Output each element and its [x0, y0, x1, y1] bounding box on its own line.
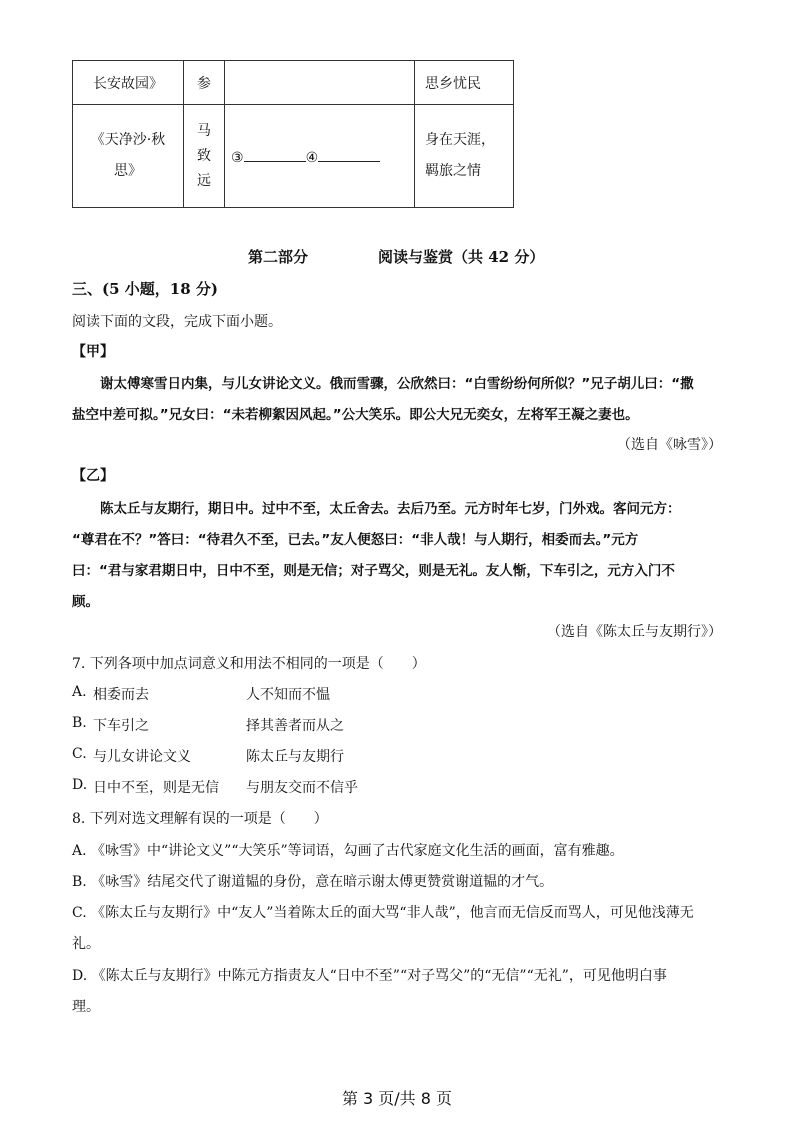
passage-line: 谢太傅寒雪日内集，与儿女讲论文义。俄而雪骤，公欣然曰：“白雪纷纷何所似？”兄子胡儿曰：“撒: [100, 376, 694, 392]
passage-label-yi: 【乙】: [72, 468, 114, 484]
poem-title-cell: [73, 105, 184, 208]
passage-line: 曰：“君与家君期日中，日中不至，则是无信；对子骂父，则是无礼。友人惭，下车引之，元方入门不: [72, 563, 675, 579]
option-left: 日中不至，则是无信: [93, 780, 219, 796]
author-char: 致: [197, 147, 211, 164]
poem-title-cell: 长安故园》: [73, 61, 184, 105]
author-char: 远: [197, 172, 211, 189]
content-cell: [225, 105, 415, 208]
content-cell: [225, 61, 415, 105]
option-letter: B.: [72, 715, 87, 731]
table-row: [73, 61, 514, 105]
section-heading: 三、(5 小题，18 分): [72, 280, 218, 298]
option-left: 相委而去: [93, 687, 149, 703]
passage-label-jia: 【甲】: [72, 344, 114, 360]
option-d: D. 《陈太丘与友期行》中陈元方指责友人“日中不至”“对子骂父”的“无信”“无礼”，可见他明白事: [72, 968, 667, 984]
table-row: [73, 105, 514, 208]
option-right: 择其善者而从之: [246, 718, 344, 734]
option-a: A. 《咏雪》中“讲论文义”“大笑乐”等词语，勾画了古代家庭文化生活的画面，富有雅趣。: [72, 843, 624, 859]
part-heading-left: 第二部分: [248, 248, 309, 266]
passage-line: 顾。: [72, 594, 99, 610]
poem-table: [72, 60, 514, 208]
author-char: 马: [197, 122, 211, 139]
option-right: 与朋友交而不信乎: [246, 780, 358, 796]
author-cell: [184, 105, 225, 208]
passage-line: 陈太丘与友期行，期日中。过中不至，太丘舍去。去后乃至。元方时年七岁，门外戏。客问元方：: [100, 501, 681, 517]
passage-source: （选自《陈太丘与友期行》）: [547, 624, 722, 640]
feeling-cell: 思乡忧民: [415, 61, 514, 105]
feeling-cell: [415, 105, 514, 208]
option-c-continued: 礼。: [72, 936, 100, 952]
page-footer: 第 3 页/共 8 页: [341, 1089, 453, 1108]
blank-marker-3: ③: [231, 149, 244, 166]
part-heading-right: 阅读与鉴赏（共 42 分）: [378, 248, 545, 266]
question-7-stem: 7. 下列各项中加点词意义和用法不相同的一项是（ ）: [72, 656, 426, 672]
option-c: C. 《陈太丘与友期行》中“友人”当着陈太丘的面大骂“非人哉”，他言而无信反而骂人，可见他浅薄无: [72, 905, 694, 921]
option-left: 与儿女讲论文义: [93, 749, 191, 765]
feeling-line: 羁旅之情: [425, 163, 481, 179]
poem-title-line: 《天净沙·秋: [90, 132, 166, 148]
option-d-continued: 理。: [72, 999, 100, 1015]
fill-blank-4[interactable]: [318, 147, 380, 162]
passage-line: “尊君在不？”答曰：“待君久不至，已去。”友人便怒曰：“非人哉！与人期行，相委而去。”元方: [72, 532, 639, 548]
poem-title-line: 思》: [114, 163, 142, 179]
option-right: 陈太丘与友期行: [246, 749, 344, 765]
author-cell: 参: [184, 61, 225, 105]
option-b: B. 《咏雪》结尾交代了谢道韫的身份，意在暗示谢太傅更赞赏谢道韫的才气。: [72, 874, 554, 890]
passage-source: （选自《咏雪》）: [617, 437, 722, 453]
option-left: 下车引之: [93, 718, 149, 734]
option-letter: D.: [72, 777, 88, 793]
option-letter: C.: [72, 746, 87, 762]
instruction-text: 阅读下面的文段，完成下面小题。: [72, 314, 282, 330]
feeling-line: 身在天涯，: [425, 132, 495, 148]
fill-blank-3[interactable]: [244, 147, 306, 162]
passage-line: 盐空中差可拟。”兄女曰：“未若柳絮因风起。”公大笑乐。即公大兄无奕女，左将军王凝之妻也。: [72, 407, 639, 423]
blank-marker-4: ④: [305, 149, 319, 166]
option-letter: A.: [72, 684, 87, 700]
question-8-stem: 8. 下列对选文理解有误的一项是（ ）: [72, 811, 328, 827]
option-right: 人不知而不愠: [246, 687, 330, 703]
